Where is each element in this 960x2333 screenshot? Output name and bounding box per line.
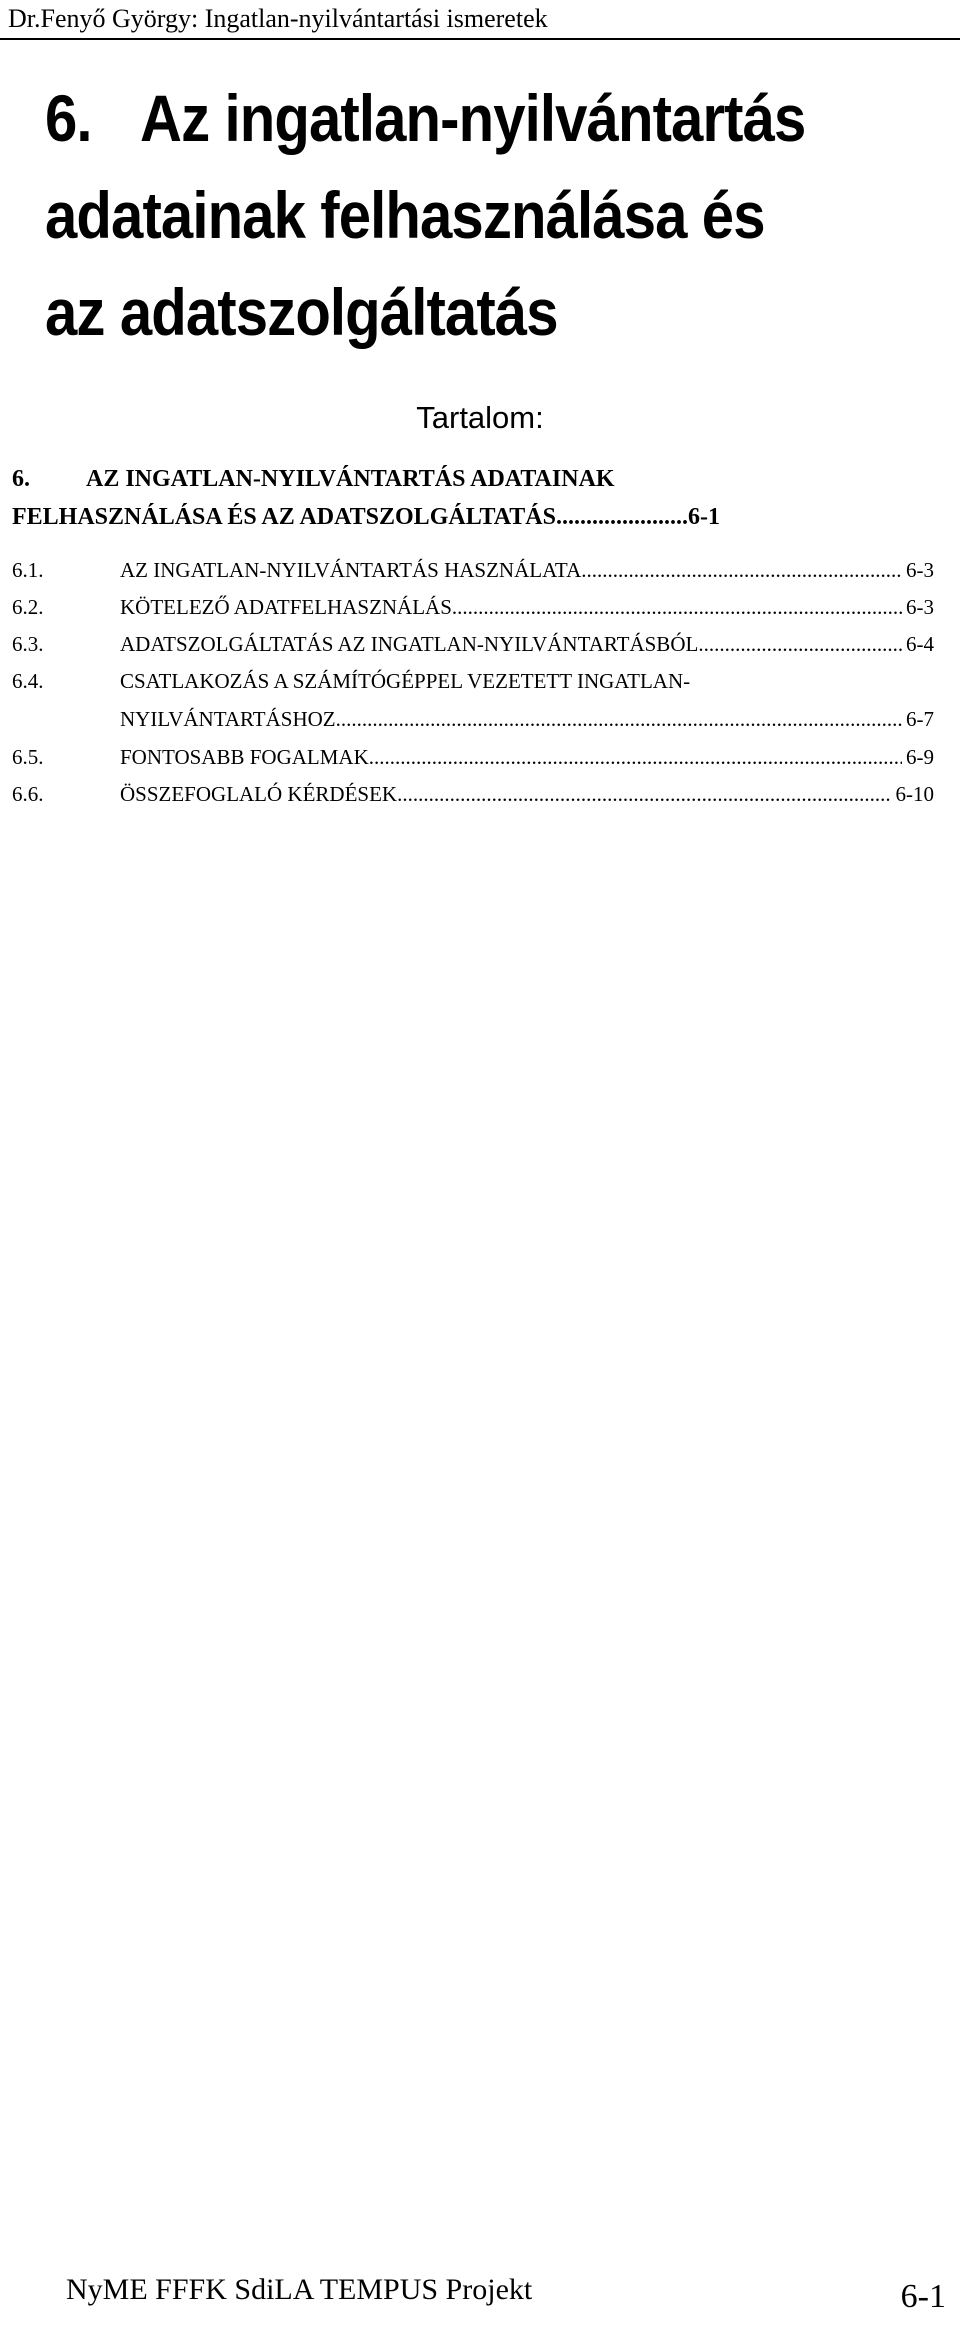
toc-entry-title-line-1: CSATLAKOZÁS A SZÁMÍTÓGÉPPEL VEZETETT INGATLAN- xyxy=(120,669,691,693)
toc-entry-dots xyxy=(452,589,902,626)
toc-entry-dots xyxy=(397,776,891,813)
chapter-title-line-1 xyxy=(45,70,837,167)
toc-entry-number: 6.1. xyxy=(12,558,44,582)
toc-entry-number: 6.2. xyxy=(12,595,44,619)
footer-page-number: 6-1 xyxy=(900,2278,946,2315)
toc-entry-title: ADATSZOLGÁLTATÁS AZ INGATLAN-NYILVÁNTARTÁSBÓL xyxy=(120,632,699,656)
toc-entry-title: FONTOSABB FOGALMAK xyxy=(120,745,369,769)
toc-main-dots: ...................... xyxy=(555,504,688,530)
toc-entry[interactable] xyxy=(12,739,934,776)
toc-entry-page: 6-10 xyxy=(895,782,934,806)
footer-project: NyME FFFK SdiLA TEMPUS Projekt xyxy=(66,2273,533,2306)
toc-main-number: 6. xyxy=(12,466,30,492)
chapter-title-line-2: adatainak felhasználása és xyxy=(45,178,765,252)
toc-heading: Tartalom: xyxy=(416,400,544,435)
chapter-title-text-1: Az ingatlan-nyilvántartás xyxy=(140,81,806,155)
toc-entry-dots xyxy=(581,552,902,589)
toc-entry-page: 6-7 xyxy=(906,707,934,731)
toc-entry-dots xyxy=(336,701,902,738)
running-header: Dr.Fenyő György: Ingatlan-nyilvántartási ismeretek xyxy=(8,4,548,33)
toc-entry-page: 6-3 xyxy=(906,595,934,619)
toc-main-entry[interactable] xyxy=(12,460,934,536)
chapter-title-line-3: az adatszolgáltatás xyxy=(45,275,558,349)
toc-main-title-line-1: AZ INGATLAN-NYILVÁNTARTÁS ADATAINAK xyxy=(86,466,615,492)
toc-main-title-line-2: FELHASZNÁLÁSA ÉS AZ ADATSZOLGÁLTATÁS xyxy=(12,504,556,530)
toc-entry-dots xyxy=(698,626,902,663)
toc-entry-number: 6.6. xyxy=(12,782,44,806)
toc-entry-number: 6.5. xyxy=(12,745,44,769)
toc-entry[interactable] xyxy=(12,776,934,813)
toc-entry[interactable] xyxy=(12,626,934,663)
toc-entry[interactable] xyxy=(12,552,934,589)
toc-main-page: 6-1 xyxy=(687,504,720,530)
toc-entry-page: 6-9 xyxy=(906,745,934,769)
toc-entry-title: AZ INGATLAN-NYILVÁNTARTÁS HASZNÁLATA xyxy=(120,558,582,582)
toc-entry-title: ÖSSZEFOGLALÓ KÉRDÉSEK xyxy=(120,782,398,806)
header-rule xyxy=(0,38,960,40)
toc-entry[interactable] xyxy=(12,663,934,739)
toc-entry-number: 6.3. xyxy=(12,632,44,656)
toc-entry[interactable] xyxy=(12,589,934,626)
toc-list xyxy=(12,552,934,813)
chapter-number: 6. xyxy=(45,81,92,155)
toc-entry-page: 6-4 xyxy=(906,632,934,656)
toc-entry-dots xyxy=(369,739,902,776)
toc-entry-number: 6.4. xyxy=(12,669,44,693)
toc-entry-title: KÖTELEZŐ ADATFELHASZNÁLÁS xyxy=(120,595,452,619)
toc-entry-title-line-2: NYILVÁNTARTÁSHOZ xyxy=(120,707,336,731)
toc-entry-page: 6-3 xyxy=(906,558,934,582)
chapter-title xyxy=(45,70,837,361)
